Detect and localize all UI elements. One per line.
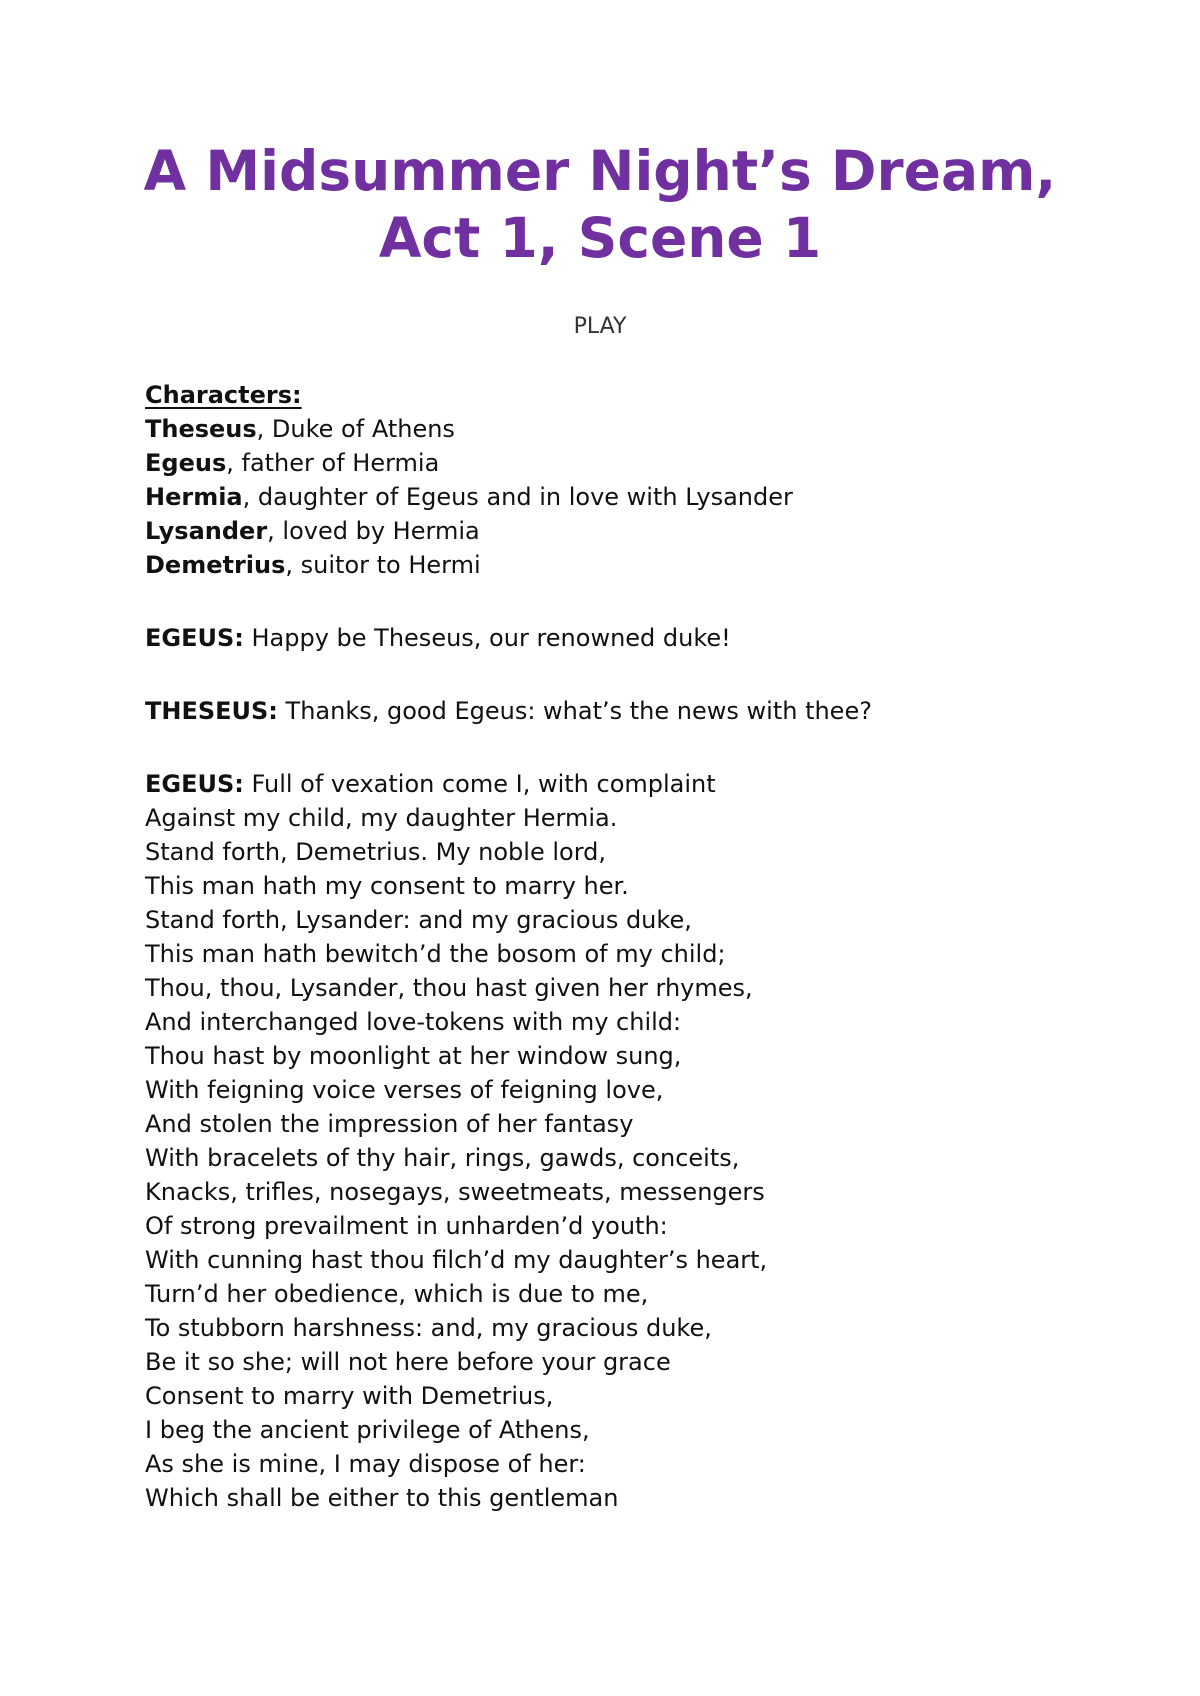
character-entry — [145, 548, 1145, 582]
verse-line: Against my child, my daughter Hermia. — [145, 804, 618, 832]
characters-heading: Characters: — [145, 381, 302, 409]
character-entry — [145, 514, 1145, 548]
speaker-name: EGEUS: — [145, 770, 244, 798]
speech-text: Full of vexation come I, with complaint — [243, 770, 716, 798]
character-description: , suitor to Hermi — [285, 551, 481, 579]
verse-line: Which shall be either to this gentleman — [145, 1484, 619, 1512]
verse-line: I beg the ancient privilege of Athens, — [145, 1416, 590, 1444]
character-name: Egeus — [145, 449, 227, 477]
spacer — [145, 582, 1145, 621]
dialogue-line — [145, 694, 1145, 728]
character-entry — [145, 446, 1145, 480]
character-name: Hermia — [145, 483, 243, 511]
character-description: , daughter of Egeus and in love with Lysander — [242, 483, 793, 511]
genre-label: PLAY — [573, 314, 627, 339]
speech-text: Thanks, good Egeus: what’s the news with thee? — [277, 697, 872, 725]
speech-text: Happy be Theseus, our renowned duke! — [243, 624, 731, 652]
verse-line: And stolen the impression of her fantasy — [145, 1110, 634, 1138]
dialogue-line — [145, 621, 1145, 655]
character-description: , loved by Hermia — [267, 517, 480, 545]
character-name: Lysander — [145, 517, 268, 545]
play-text — [145, 378, 1145, 1515]
verse-line: Stand forth, Lysander: and my gracious duke, — [145, 906, 692, 934]
verse-line: With feigning voice verses of feigning love, — [145, 1076, 664, 1104]
verse-line: Thou, thou, Lysander, thou hast given her rhymes, — [145, 974, 753, 1002]
verse-line: As she is mine, I may dispose of her: — [145, 1450, 586, 1478]
speaker-name: EGEUS: — [145, 624, 244, 652]
character-name: Theseus — [145, 415, 257, 443]
verse-line: This man hath my consent to marry her. — [145, 872, 629, 900]
character-name: Demetrius — [145, 551, 286, 579]
verse-line: To stubborn harshness: and, my gracious duke, — [145, 1314, 712, 1342]
verse-line: And interchanged love-tokens with my child: — [145, 1008, 682, 1036]
speaker-name: THESEUS: — [145, 697, 278, 725]
verse-line: With bracelets of thy hair, rings, gawds, conceits, — [145, 1144, 740, 1172]
verse-line: Stand forth, Demetrius. My noble lord, — [145, 838, 607, 866]
document-title — [0, 138, 1200, 272]
verse-line: Of strong prevailment in unharden’d youth: — [145, 1212, 668, 1240]
dialogue-line — [145, 767, 1145, 801]
character-description: , Duke of Athens — [256, 415, 455, 443]
title-line-2: Act 1, Scene 1 — [378, 206, 822, 270]
title-line-1: A Midsummer Night’s Dream, — [143, 139, 1057, 203]
verse-line: Be it so she; will not here before your grace — [145, 1348, 671, 1376]
verse-line: Consent to marry with Demetrius, — [145, 1382, 554, 1410]
verse-line: Turn’d her obedience, which is due to me, — [145, 1280, 649, 1308]
character-description: , father of Hermia — [226, 449, 440, 477]
verse-line: This man hath bewitch’d the bosom of my child; — [145, 940, 726, 968]
verse-line: With cunning hast thou filch’d my daughter’s heart, — [145, 1246, 768, 1274]
verse-line: Thou hast by moonlight at her window sung, — [145, 1042, 682, 1070]
spacer — [145, 728, 1145, 767]
character-entry — [145, 480, 1145, 514]
verse-line: Knacks, trifles, nosegays, sweetmeats, messengers — [145, 1178, 765, 1206]
character-entry — [145, 412, 1145, 446]
spacer — [145, 655, 1145, 694]
